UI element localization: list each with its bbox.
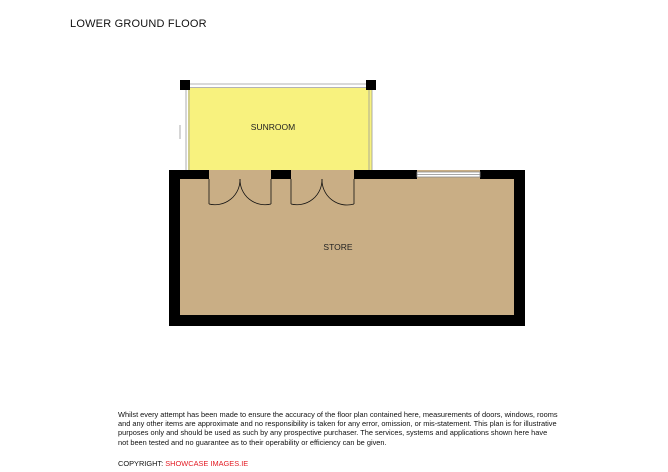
- store-wall-bottom: [169, 315, 525, 326]
- copyright-line: [118, 459, 248, 468]
- store-window: [417, 172, 480, 177]
- copyright-label: COPYRIGHT:: [118, 459, 164, 468]
- sunroom: [180, 80, 376, 170]
- sunroom-post-left: [180, 80, 190, 90]
- sunroom-label: SUNROOM: [250, 122, 296, 132]
- store-wall-top-4: [480, 170, 525, 179]
- store: [169, 170, 525, 326]
- store-wall-top-2: [271, 170, 291, 179]
- copyright-brand-link[interactable]: SHOWCASE IMAGES.IE: [165, 459, 249, 468]
- store-wall-right: [514, 170, 525, 326]
- store-wall-left: [169, 170, 180, 326]
- store-wall-top-3: [354, 170, 417, 179]
- sunroom-post-right: [366, 80, 376, 90]
- floor-title: LOWER GROUND FLOOR: [70, 18, 207, 30]
- store-wall-top-1: [169, 170, 209, 179]
- disclaimer-text: Whilst every attempt has been made to ensure the accuracy of the floor plan contained here, measurements of doors, windows, rooms and any other items are approximate and no responsibility is taken for any error, omission, or mis-statement. This plan is for illustrative purposes only and should be used as such by any prospective purchaser. The services, systems and applications shown here have not been tested and no guarantee as to their operability or efficiency can be given.: [118, 410, 558, 447]
- store-label: STORE: [323, 242, 353, 252]
